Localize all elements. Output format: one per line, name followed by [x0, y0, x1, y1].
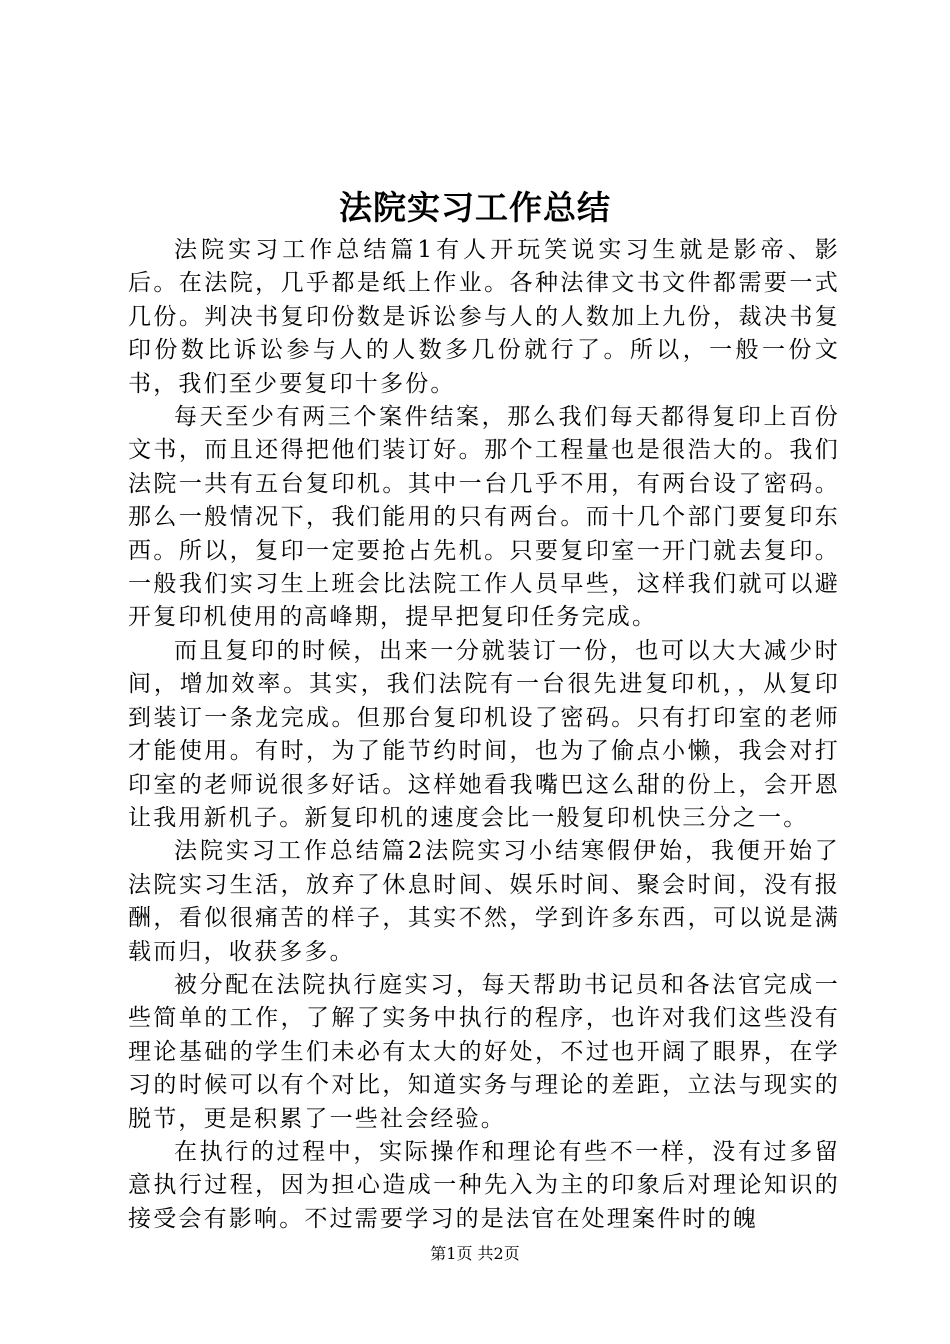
document-title: 法院实习工作总结: [339, 188, 611, 227]
paragraph: 在执行的过程中，实际操作和理论有些不一样，没有过多留意执行过程，因为担心造成一种先入为主的印象后对理论知识的接受会有影响。不过需要学习的是法官在处理案件时的魄: [128, 1138, 840, 1232]
page-footer-indicator: 第1页 共2页: [430, 1244, 520, 1263]
paragraph: 被分配在法院执行庭实习，每天帮助书记员和各法官完成一些简单的工作，了解了实务中执行的程序，也许对我们这些没有理论基础的学生们未必有太大的好处，不过也开阔了眼界，在学习的时候可以有个对比，知道实务与理论的差距，立法与现实的脱节，更是积累了一些社会经验。: [128, 971, 840, 1132]
paragraph: 而且复印的时候，出来一分就装订一份，也可以大大减少时间，增加效率。其实，我们法院有一台很先进复印机，，从复印到装订一条龙完成。但那台复印机设了密码。只有打印室的老师才能使用。有时，为了能节约时间，也为了偷点小懒，我会对打印室的老师说很多好话。这样她看我嘴巴这么甜的份上，会开恩让我用新机子。新复印机的速度会比一般复印机快三分之一。: [128, 637, 840, 831]
document-body: [128, 234, 840, 1236]
paragraph: 每天至少有两三个案件结案，那么我们每天都得复印上百份文书，而且还得把他们装订好。那个工程量也是很浩大的。我们法院一共有五台复印机。其中一台几乎不用，有两台设了密码。那么一般情况下，我们能用的只有两台。而十几个部门要复印东西。所以，复印一定要抢占先机。只要复印室一开门就去复印。一般我们实习生上班会比法院工作人员早些，这样我们就可以避开复印机使用的高峰期，提早把复印任务完成。: [128, 404, 840, 631]
paragraph: 法院实习工作总结篇2法院实习小结寒假伊始，我便开始了法院实习生活，放弃了休息时间、娱乐时间、聚会时间，没有报酬，看似很痛苦的样子，其实不然，学到许多东西，可以说是满载而归，收获多多。: [128, 838, 840, 965]
paragraph: 法院实习工作总结篇1有人开玩笑说实习生就是影帝、影后。在法院，几乎都是纸上作业。各种法律文书文件都需要一式几份。判决书复印份数是诉讼参与人的人数加上九份，裁决书复印份数比诉讼参与人的人数多几份就行了。所以，一般一份文书，我们至少要复印十多份。: [128, 237, 840, 397]
